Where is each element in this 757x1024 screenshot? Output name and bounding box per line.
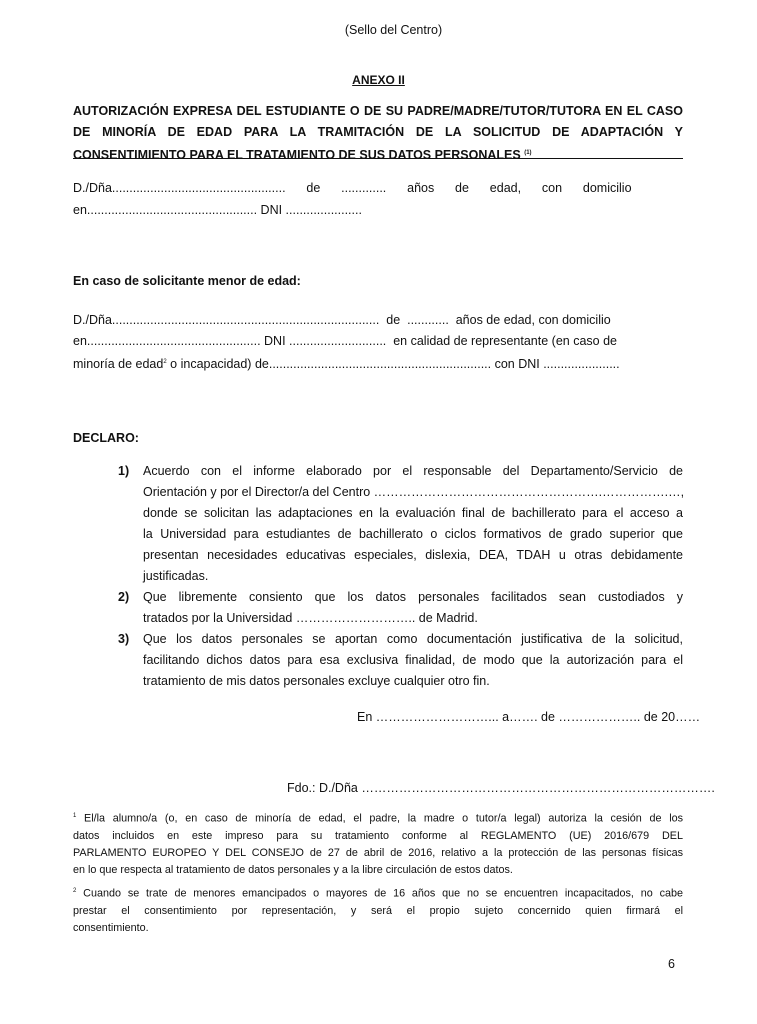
title-footnote-ref: (1) <box>524 150 532 156</box>
declaration-item-3: Que los datos personales se aportan como documentación justificativa de la solicitud, facilitando dichos datos para esa exclusiva finalidad, de modo que la autorización para el tratamiento de mis datos personales excluye cualquier otro fin. <box>143 632 683 688</box>
title-line-2: DE MINORÍA DE EDAD PARA LA TRAMITACIÓN DE LA SOLICITUD DE ADAPTACIÓN Y <box>73 125 683 139</box>
document-title <box>73 101 683 166</box>
declaration-item-2: Que libremente consiento que los datos personales facilitados sean custodiados y tratados por la Universidad ……………………….. de Madrid. <box>143 590 683 625</box>
student-name-field[interactable]: D./Dña.................................................. de ............. años de edad, con domicilio <box>73 181 632 195</box>
title-divider <box>73 158 683 159</box>
item-2-number: 2) <box>118 590 130 604</box>
title-line-1: AUTORIZACIÓN EXPRESA DEL ESTUDIANTE O DE SU PADRE/MADRE/TUTOR/TUTORA EN EL CASO <box>73 104 683 118</box>
declaration-item-1: Acuerdo con el informe elaborado por el responsable del Departamento/Servicio de Orientación y por el Director/a del Centro ……………………………………………….…………….…, donde se solicitan las adaptaciones en la evaluación final de bachillerato para el acceso a la Universidad para estudiantes de bachillerato o ciclos formativos de grado superior que presentan necesidades educativas especiales, dislexia, DEA, TDAH u otras debidamente justificadas. <box>143 464 685 583</box>
title-line-3: CONSENTIMIENTO PARA EL TRATAMIENTO DE SUS DATOS PERSONALES $^{(1)}$ <box>73 148 532 163</box>
item-1-number: 1) <box>118 464 130 478</box>
seal-placeholder: (Sello del Centro) <box>344 23 443 37</box>
representative-field[interactable]: minoría de edad$^2$ o incapacidad) de................................................................ con DNI ...................... <box>73 357 620 372</box>
item-3-number: 3) <box>118 632 130 646</box>
footnote-1: $^1$ El/la alumno/a (o, en caso de minoría de edad, el padre, la madre o tutor/a legal) autoriza la cesión de los datos incluidos en este impreso para su tratamiento conforme al REGLAMENTO (UE) 2016/679 DEL PARLAMENTO EUROPEO Y DEL CONSEJO de 27 de abril de 2016, relativo a la protección de las personas físicas en lo que respecta al tratamiento de datos personales y a la libre circulación de estos datos. <box>73 812 683 876</box>
page-number: 6 <box>668 957 675 971</box>
footnote-1-mark: 1 <box>73 813 77 819</box>
declaration-heading: DECLARO: <box>73 431 139 445</box>
minor-heading: En caso de solicitante menor de edad: <box>73 274 301 288</box>
footnote-2: $^2$ Cuando se trate de menores emancipados o mayores de 16 años que no se encuentren incapacitados, no cabe prestar el consentimiento por representación, y será el propio sujeto concernido quien firmará el consentimiento. <box>73 887 683 934</box>
minor-name-field[interactable]: D./Dña............................................................................. de ............ años de edad, con domicilio <box>73 313 611 327</box>
signature-field[interactable]: Fdo.: D./Dña …………………………………………………………………………. <box>287 781 715 795</box>
footnote-2-mark: 2 <box>73 888 77 894</box>
minor-address-field[interactable]: en.................................................. DNI ............................ en calidad de representante (en caso de <box>73 334 617 348</box>
annex-title: ANEXO II <box>352 73 405 87</box>
place-date-field[interactable]: En ………………………... a……. de ……………….. de 20…… <box>357 710 701 724</box>
student-address-dni-field[interactable]: en................................................. DNI ...................... <box>73 203 362 217</box>
footnote-ref-2: 2 <box>163 359 167 365</box>
